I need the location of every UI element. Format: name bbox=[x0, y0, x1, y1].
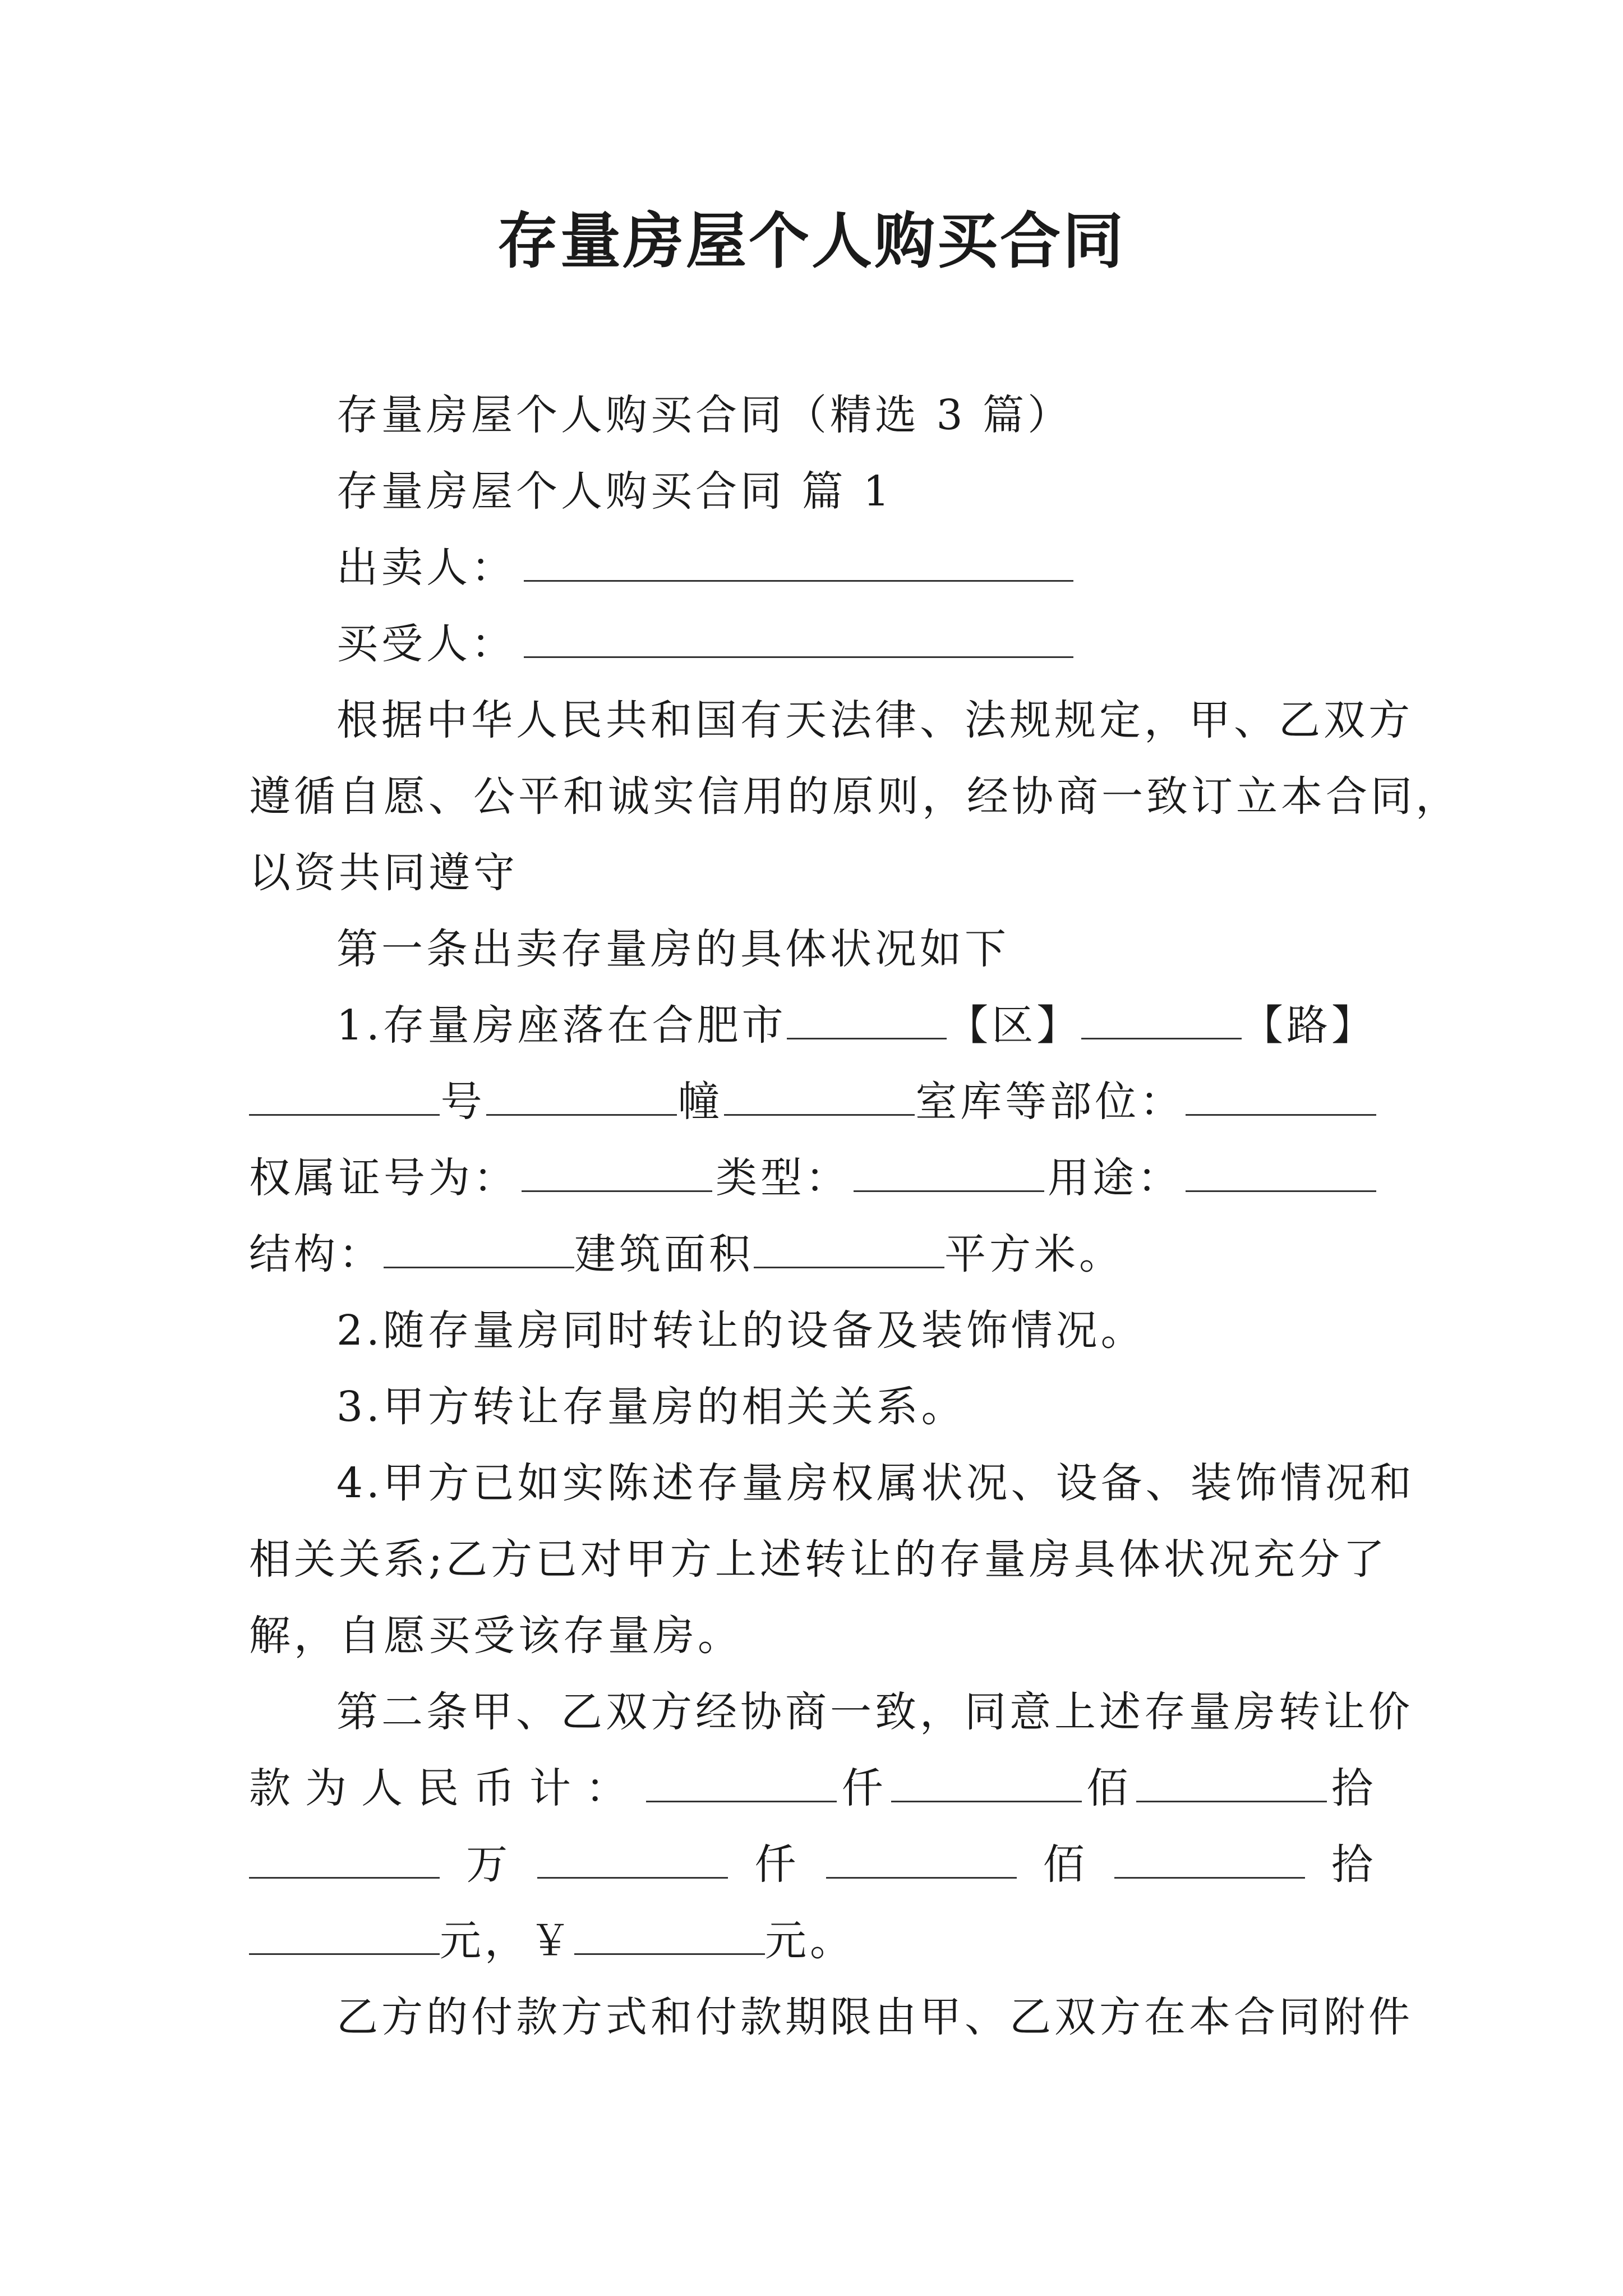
preamble-line-1: 根据中华人民共和国有天法律、法规规定，甲、乙双方 bbox=[336, 696, 1413, 744]
payment-line: 乙方的付款方式和付款期限由甲、乙双方在本合同附件 bbox=[336, 1993, 1413, 2041]
price-qian-blank bbox=[646, 1767, 837, 1802]
buyer-line bbox=[249, 616, 1376, 672]
price-shi2-blank bbox=[1114, 1843, 1305, 1879]
preamble-line-2: 遵循自愿、公平和诚实信用的原则，经协商一致订立本合同， bbox=[249, 772, 1460, 821]
article1-heading: 第一条出卖存量房的具体状况如下 bbox=[336, 925, 1009, 973]
seller-label: 出卖人： bbox=[336, 544, 516, 592]
price-bai-blank bbox=[891, 1767, 1082, 1802]
location-blank bbox=[1186, 1080, 1376, 1116]
section-heading: 存量房屋个人购买合同 篇 1 bbox=[336, 467, 893, 516]
price-qian-label: 仟 bbox=[841, 1764, 887, 1812]
item2: 2.随存量房同时转让的设备及装饰情况。 bbox=[336, 1306, 1146, 1355]
number-blank bbox=[249, 1080, 440, 1116]
item4-line-1: 4.甲方已如实陈述存量房权属状况、设备、装饰情况和 bbox=[336, 1459, 1415, 1507]
price-qian2-label: 仟 bbox=[754, 1841, 800, 1889]
price-shi-label: 拾 bbox=[1331, 1764, 1376, 1812]
price-label: 款为人民币计： bbox=[249, 1764, 642, 1812]
item1-line-1 bbox=[249, 997, 1376, 1053]
structure-blank bbox=[384, 1233, 574, 1268]
usage-label: 用途： bbox=[1048, 1154, 1182, 1202]
item1-prefix: 1.存量房座落在合肥市 bbox=[336, 1001, 787, 1050]
price-numeric-blank bbox=[574, 1920, 765, 1955]
price-bai2-label: 佰 bbox=[1043, 1841, 1088, 1889]
room-blank bbox=[724, 1080, 915, 1116]
road-label: 【路】 bbox=[1241, 1001, 1376, 1050]
room-label: 室库等部位： bbox=[915, 1078, 1185, 1126]
price-qian2-blank bbox=[537, 1843, 728, 1879]
price-shi-blank bbox=[1136, 1767, 1327, 1802]
district-blank bbox=[787, 1004, 947, 1039]
item4-line-2: 相关关系;乙方已对甲方上述转让的存量房具体状况充分了 bbox=[249, 1535, 1388, 1584]
price-yuan-end-label: 元。 bbox=[765, 1917, 855, 1965]
buyer-blank bbox=[524, 623, 1073, 658]
price-bai-label: 佰 bbox=[1086, 1764, 1132, 1812]
article2-line-2 bbox=[249, 1760, 1376, 1816]
document-title: 存量房屋个人购买合同 bbox=[497, 206, 1126, 277]
type-label: 类型： bbox=[716, 1154, 850, 1202]
area-label: 建筑面积 bbox=[574, 1230, 754, 1278]
item1-line-2 bbox=[249, 1074, 1376, 1130]
buyer-label: 买受人： bbox=[336, 620, 516, 668]
usage-blank bbox=[1186, 1157, 1376, 1192]
cert-label: 权属证号为： bbox=[249, 1154, 518, 1202]
document-subtitle: 存量房屋个人购买合同（精选 3 篇） bbox=[336, 391, 1073, 439]
item4-line-3: 解，自愿买受该存量房。 bbox=[249, 1612, 743, 1660]
article2-line-3 bbox=[249, 1837, 1376, 1893]
item1-line-4 bbox=[249, 1226, 1376, 1282]
area-blank bbox=[754, 1233, 944, 1268]
type-blank bbox=[854, 1157, 1044, 1192]
building-blank bbox=[486, 1080, 677, 1116]
price-wan-label: 万 bbox=[466, 1841, 511, 1889]
preamble-line-3: 以资共同遵守 bbox=[249, 849, 518, 897]
article2-line-4 bbox=[249, 1913, 1376, 1969]
district-label: 【区】 bbox=[947, 1001, 1082, 1050]
seller-blank bbox=[524, 546, 1073, 582]
price-yuan-blank bbox=[249, 1920, 440, 1955]
unit-label: 平方米。 bbox=[944, 1230, 1124, 1278]
number-label: 号 bbox=[440, 1078, 486, 1126]
cert-blank bbox=[522, 1157, 712, 1192]
road-blank bbox=[1081, 1004, 1242, 1039]
item1-line-3 bbox=[249, 1150, 1376, 1206]
structure-label: 结构： bbox=[249, 1230, 384, 1278]
price-shi2-label: 拾 bbox=[1331, 1841, 1376, 1889]
item3: 3.甲方转让存量房的相关关系。 bbox=[336, 1383, 966, 1431]
seller-line bbox=[249, 540, 1376, 596]
price-wan-blank bbox=[249, 1843, 440, 1879]
price-bai2-blank bbox=[826, 1843, 1017, 1879]
price-yuan-label: 元，￥ bbox=[440, 1917, 574, 1965]
article2-line-1: 第二条甲、乙双方经协商一致，同意上述存量房转让价 bbox=[336, 1688, 1413, 1736]
building-label: 幢 bbox=[677, 1078, 723, 1126]
